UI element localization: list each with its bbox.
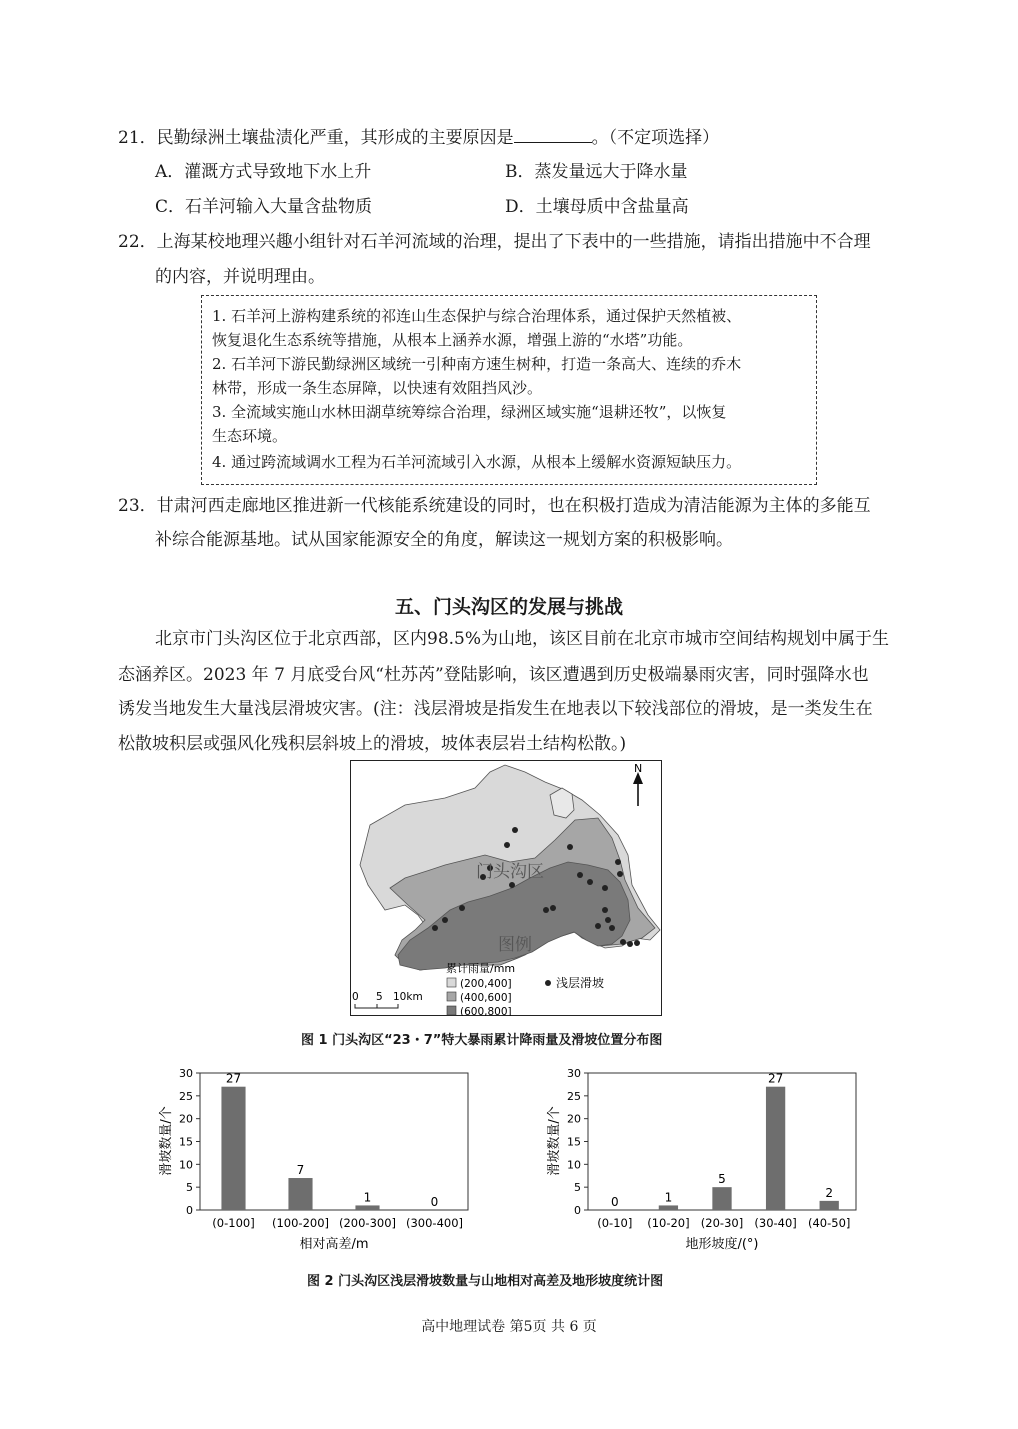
landslide-point bbox=[543, 907, 549, 913]
bar-value-label: 5 bbox=[718, 1172, 726, 1187]
answer-blank[interactable] bbox=[514, 126, 592, 143]
measure-line: 4. 通过跨流域调水工程为石羊河流域引入水源，从根本上缓解水资源短缺压力。 bbox=[212, 453, 742, 471]
y-tick-label: 10 bbox=[179, 1158, 193, 1172]
y-tick-label: 5 bbox=[186, 1181, 193, 1195]
y-tick-label: 20 bbox=[179, 1112, 193, 1126]
y-tick-label: 5 bbox=[574, 1181, 581, 1195]
legend-point-label: 浅层滑坡 bbox=[556, 976, 605, 990]
bar-value-label: 27 bbox=[767, 1071, 784, 1086]
bar bbox=[766, 1087, 785, 1210]
rainfall-landslide-map bbox=[350, 760, 662, 1016]
legend-item-1: (200,400] bbox=[460, 978, 512, 990]
x-tick-label: (20-30] bbox=[700, 1216, 744, 1230]
landslide-point bbox=[587, 879, 593, 885]
legend-point-symbol bbox=[545, 980, 551, 986]
chart-relative-height bbox=[150, 1062, 480, 1258]
y-tick-label: 15 bbox=[567, 1135, 581, 1149]
legend-swatch-2 bbox=[447, 992, 456, 1001]
scale-10km: 10km bbox=[393, 991, 423, 1003]
intro-paragraph-line: 诱发当地发生大量浅层滑坡灾害。(注：浅层滑坡是指发生在地表以下较浅部位的滑坡，是一类发生在 bbox=[118, 699, 873, 719]
y-axis bbox=[179, 1067, 200, 1217]
landslide-point bbox=[459, 905, 465, 911]
q21-option-b: B．蒸发量远大于降水量 bbox=[505, 162, 688, 182]
q23-line-1: 23．甘肃河西走廊地区推进新一代核能系统建设的同时，也在积极打造成为清洁能源为主体的多能互 bbox=[118, 496, 871, 516]
measure-line: 3. 全流域实施山水林田湖草统筹综合治理，绿洲区域实施“退耕还牧”，以恢复 bbox=[212, 403, 727, 421]
y-tick-label: 25 bbox=[179, 1089, 193, 1103]
landslide-point bbox=[577, 872, 583, 878]
x-tick-label: (30-40] bbox=[754, 1216, 797, 1230]
bar-value-label: 7 bbox=[296, 1163, 305, 1178]
q21-option-d: D．土壤母质中含盐量高 bbox=[505, 197, 689, 217]
y-tick-label: 0 bbox=[574, 1204, 581, 1217]
q21-stem: 21．民勤绿洲土壤盐渍化严重，其形成的主要原因是 bbox=[118, 128, 514, 148]
bar-value-label: 1 bbox=[363, 1190, 372, 1205]
x-tick-label: (40-50] bbox=[808, 1216, 851, 1230]
x-tick-label: (10-20] bbox=[647, 1216, 690, 1230]
measure-line: 林带，形成一条生态屏障，以快速有效阻挡风沙。 bbox=[212, 379, 543, 397]
legend-subtitle: 累计雨量/mm bbox=[446, 962, 516, 975]
x-tick-label: (100-200] bbox=[271, 1216, 330, 1230]
legend-title: 图例 bbox=[498, 935, 532, 955]
landslide-point bbox=[442, 917, 448, 923]
landslide-point bbox=[617, 871, 623, 877]
measure-line: 恢复退化生态系统等措施，从根本上涵养水源，增强上游的“水塔”功能。 bbox=[212, 331, 693, 349]
bar-value-label: 0 bbox=[610, 1195, 619, 1209]
landslide-point bbox=[602, 885, 608, 891]
scale-5: 5 bbox=[376, 991, 383, 1003]
x-tick-label: (300-400] bbox=[405, 1216, 464, 1230]
q21-stem-line bbox=[118, 126, 719, 149]
landslide-point bbox=[595, 923, 601, 929]
q22-line-1: 22．上海某校地理兴趣小组针对石羊河流域的治理，提出了下表中的一些措施，请指出措施中不合理 bbox=[118, 232, 871, 252]
y-axis-label: 滑坡数量/个 bbox=[159, 1106, 174, 1176]
y-tick-label: 30 bbox=[567, 1067, 581, 1080]
intro-paragraph-line: 松散坡积层或强风化残积层斜坡上的滑坡，坡体表层岩土结构松散。) bbox=[118, 734, 627, 754]
landslide-point bbox=[615, 859, 621, 865]
figure-1-caption: 图 1 门头沟区“23・7”特大暴雨累计降雨量及滑坡位置分布图 bbox=[301, 1033, 663, 1048]
x-tick-label: (200-300] bbox=[338, 1216, 397, 1230]
measure-line: 1. 石羊河上游构建系统的祁连山生态保护与综合治理体系，通过保护天然植被、 bbox=[212, 307, 742, 325]
x-tick-label: (0-10] bbox=[597, 1216, 633, 1230]
section-title: 五、门头沟区的发展与挑战 bbox=[394, 596, 623, 618]
landslide-point bbox=[504, 842, 510, 848]
chart-slope bbox=[538, 1062, 868, 1258]
bar-value-label: 2 bbox=[825, 1185, 834, 1200]
q23-line-2: 补综合能源基地。试从国家能源安全的角度，解读这一规划方案的积极影响。 bbox=[155, 530, 733, 550]
figure-2-caption: 图 2 门头沟区浅层滑坡数量与山地相对高差及地形坡度统计图 bbox=[307, 1274, 664, 1289]
measure-line: 生态环境。 bbox=[212, 427, 288, 445]
landslide-point bbox=[550, 905, 556, 911]
y-tick-label: 0 bbox=[186, 1204, 193, 1217]
landslide-point bbox=[567, 844, 573, 850]
landslide-point bbox=[602, 907, 608, 913]
landslide-point bbox=[512, 827, 518, 833]
scale-0: 0 bbox=[352, 991, 359, 1003]
north-label: N bbox=[634, 762, 643, 775]
bar bbox=[820, 1201, 839, 1210]
landslide-point bbox=[605, 917, 611, 923]
landslide-point bbox=[620, 939, 626, 945]
bar bbox=[288, 1178, 312, 1210]
intro-paragraph-line: 北京市门头沟区位于北京西部，区内98.5%为山地，该区目前在北京市城市空间结构规划中属于生 bbox=[155, 629, 890, 649]
y-tick-label: 25 bbox=[567, 1089, 581, 1103]
bar-value-label: 0 bbox=[430, 1195, 439, 1209]
y-axis bbox=[567, 1067, 588, 1217]
bars bbox=[212, 1072, 463, 1230]
y-tick-label: 15 bbox=[179, 1135, 193, 1149]
legend-swatch-3 bbox=[447, 1006, 456, 1015]
landslide-point bbox=[609, 925, 615, 931]
x-axis-label: 相对高差/m bbox=[299, 1237, 369, 1252]
legend-swatch-1 bbox=[447, 978, 456, 987]
q21-option-a: A．灌溉方式导致地下水上升 bbox=[155, 162, 372, 182]
bar bbox=[712, 1187, 731, 1210]
y-tick-label: 10 bbox=[567, 1158, 581, 1172]
y-axis-label: 滑坡数量/个 bbox=[547, 1106, 562, 1176]
landslide-point bbox=[634, 940, 640, 946]
x-axis-label: 地形坡度/(°) bbox=[685, 1237, 759, 1252]
bar bbox=[659, 1205, 678, 1210]
legend-item-3: (600,800] bbox=[460, 1006, 512, 1016]
q21-option-c: C．石羊河输入大量含盐物质 bbox=[155, 197, 373, 217]
q22-line-2: 的内容，并说明理由。 bbox=[155, 267, 325, 287]
x-tick-label: (0-100] bbox=[212, 1216, 255, 1230]
landslide-point bbox=[432, 925, 438, 931]
region-label: 门头沟区 bbox=[476, 862, 544, 882]
bar-value-label: 27 bbox=[225, 1071, 242, 1086]
measure-line: 2. 石羊河下游民勤绿洲区域统一引种南方速生树种，打造一条高大、连续的乔木 bbox=[212, 355, 742, 373]
landslide-point bbox=[509, 882, 515, 888]
bars bbox=[597, 1072, 850, 1230]
landslide-point bbox=[627, 941, 633, 947]
y-tick-label: 20 bbox=[567, 1112, 581, 1126]
intro-paragraph-line: 态涵养区。2023 年 7 月底受台风“杜苏芮”登陆影响，该区遭遇到历史极端暴雨灾害，同时强降水也 bbox=[118, 665, 869, 685]
bar bbox=[355, 1205, 379, 1210]
page-footer: 高中地理试卷 第5页 共 6 页 bbox=[421, 1319, 597, 1335]
bar-value-label: 1 bbox=[664, 1190, 673, 1205]
y-tick-label: 30 bbox=[179, 1067, 193, 1080]
q21-suffix: 。（不定项选择） bbox=[591, 128, 720, 148]
bar bbox=[221, 1087, 245, 1210]
measures-box bbox=[201, 295, 817, 485]
legend-item-2: (400,600] bbox=[460, 992, 512, 1004]
